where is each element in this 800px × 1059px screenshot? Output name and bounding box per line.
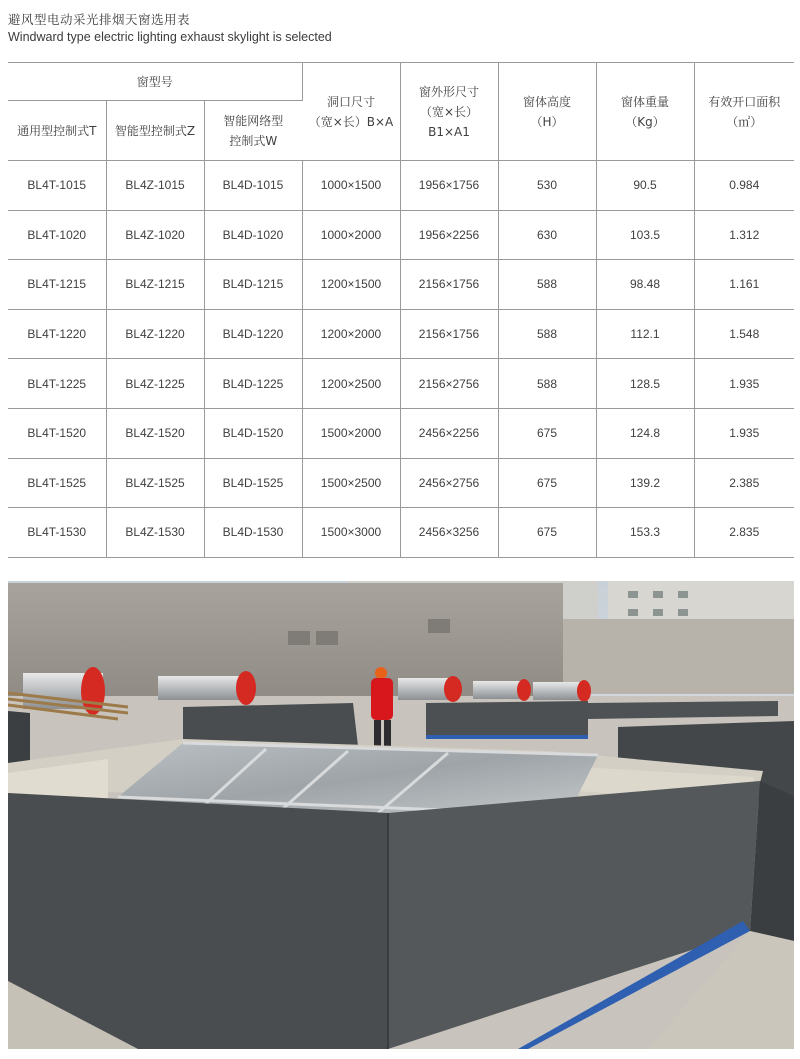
- table-row: [8, 408, 794, 458]
- table-cell: BL4T-1520: [8, 408, 106, 458]
- table-cell: BL4T-1225: [8, 359, 106, 409]
- table-cell: BL4D-1530: [204, 508, 302, 558]
- table-cell: BL4D-1225: [204, 359, 302, 409]
- table-cell: 98.48: [596, 260, 694, 310]
- table-cell: 2156×2756: [400, 359, 498, 409]
- table-cell: 530: [498, 161, 596, 211]
- table-cell: 128.5: [596, 359, 694, 409]
- table-cell: BL4D-1020: [204, 210, 302, 260]
- col-header-outer-size: 窗外形尺寸 （宽×长）B1×A1: [400, 63, 498, 161]
- table-cell: 1500×3000: [302, 508, 400, 558]
- table-cell: 1500×2500: [302, 458, 400, 508]
- table-cell: 124.8: [596, 408, 694, 458]
- table-cell: BL4T-1220: [8, 309, 106, 359]
- table-cell: 139.2: [596, 458, 694, 508]
- table-row: [8, 161, 794, 211]
- table-cell: 103.5: [596, 210, 694, 260]
- sub-header-z: 智能型控制式Z: [106, 101, 204, 161]
- table-row: [8, 210, 794, 260]
- table-cell: 2456×2756: [400, 458, 498, 508]
- table-cell: 90.5: [596, 161, 694, 211]
- table-row: [8, 260, 794, 310]
- col-header-weight: 窗体重量 （Kg）: [596, 63, 694, 161]
- selection-table: [8, 62, 794, 558]
- table-cell: BL4Z-1020: [106, 210, 204, 260]
- table-row: [8, 359, 794, 409]
- table-cell: 1.161: [694, 260, 794, 310]
- table-cell: 675: [498, 508, 596, 558]
- table-row: [8, 508, 794, 558]
- table-cell: 588: [498, 359, 596, 409]
- table-cell: 112.1: [596, 309, 694, 359]
- table-cell: BL4D-1525: [204, 458, 302, 508]
- table-cell: BL4D-1015: [204, 161, 302, 211]
- table-cell: 1956×1756: [400, 161, 498, 211]
- table-cell: BL4Z-1530: [106, 508, 204, 558]
- table-cell: 1200×2500: [302, 359, 400, 409]
- table-cell: 675: [498, 408, 596, 458]
- table-cell: 1.312: [694, 210, 794, 260]
- skylight-photo: [8, 581, 794, 1049]
- table-cell: BL4D-1220: [204, 309, 302, 359]
- table-cell: 1.935: [694, 408, 794, 458]
- table-cell: 1000×2000: [302, 210, 400, 260]
- table-cell: BL4T-1215: [8, 260, 106, 310]
- table-cell: BL4Z-1015: [106, 161, 204, 211]
- table-cell: 1.935: [694, 359, 794, 409]
- table-cell: 0.984: [694, 161, 794, 211]
- table-cell: 675: [498, 458, 596, 508]
- table-cell: BL4Z-1520: [106, 408, 204, 458]
- sub-header-t: 通用型控制式T: [8, 101, 106, 161]
- table-cell: 588: [498, 309, 596, 359]
- table-cell: 2156×1756: [400, 309, 498, 359]
- table-cell: BL4Z-1220: [106, 309, 204, 359]
- table-cell: 2156×1756: [400, 260, 498, 310]
- table-cell: 2.385: [694, 458, 794, 508]
- col-header-opening-size: 洞口尺寸 （宽×长）B×A: [302, 63, 400, 161]
- table-cell: 1956×2256: [400, 210, 498, 260]
- model-group-header: 窗型号: [8, 63, 302, 101]
- table-cell: BL4Z-1215: [106, 260, 204, 310]
- table-cell: 2456×2256: [400, 408, 498, 458]
- table-row: [8, 309, 794, 359]
- table-cell: BL4D-1215: [204, 260, 302, 310]
- title-chinese: 避风型电动采光排烟天窗选用表: [8, 12, 191, 27]
- table-cell: 1.548: [694, 309, 794, 359]
- table-cell: 1000×1500: [302, 161, 400, 211]
- table-cell: 1200×1500: [302, 260, 400, 310]
- table-cell: BL4T-1020: [8, 210, 106, 260]
- title-english: Windward type electric lighting exhaust skylight is selected: [8, 30, 332, 44]
- col-header-opening-area: 有效开口面积 （㎡）: [694, 63, 794, 161]
- table-cell: 630: [498, 210, 596, 260]
- table-cell: 588: [498, 260, 596, 310]
- table-cell: BL4T-1015: [8, 161, 106, 211]
- sub-header-w: 智能网络型 控制式W: [204, 101, 302, 161]
- table-cell: 1500×2000: [302, 408, 400, 458]
- table-cell: 1200×2000: [302, 309, 400, 359]
- table-cell: 2.835: [694, 508, 794, 558]
- table-cell: 153.3: [596, 508, 694, 558]
- table-cell: BL4Z-1525: [106, 458, 204, 508]
- table-cell: BL4D-1520: [204, 408, 302, 458]
- table-cell: BL4T-1530: [8, 508, 106, 558]
- rooftop-skylight-illustration: [8, 581, 794, 1049]
- table-cell: BL4T-1525: [8, 458, 106, 508]
- table-cell: 2456×3256: [400, 508, 498, 558]
- table-row: [8, 458, 794, 508]
- col-header-height: 窗体高度 （H）: [498, 63, 596, 161]
- table-cell: BL4Z-1225: [106, 359, 204, 409]
